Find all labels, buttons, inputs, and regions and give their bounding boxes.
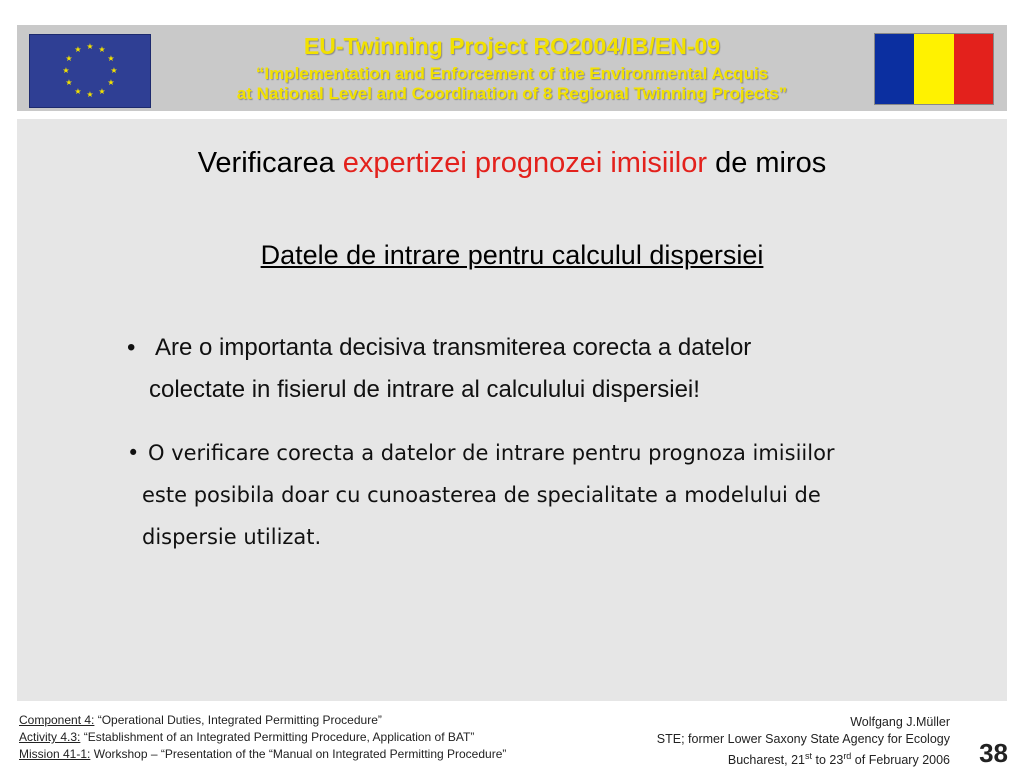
bullet-icon: • (127, 441, 140, 465)
svg-text:★: ★ (74, 45, 82, 54)
svg-text:★: ★ (98, 87, 106, 96)
svg-text:★: ★ (74, 87, 82, 96)
footer-project-info (19, 712, 506, 763)
mission-label: Mission 41-1: (19, 747, 91, 761)
activity-label: Activity 4.3: (19, 730, 81, 744)
footer-author-info (657, 714, 950, 769)
slide-title (17, 145, 1007, 181)
svg-text:★: ★ (107, 54, 115, 63)
slide-subtitle: Datele de intrare pentru calculul dispersiei (260, 240, 764, 270)
bullet-item-2 (127, 432, 835, 558)
slide-header (17, 25, 1007, 111)
footer-component (19, 712, 506, 729)
bullet-2-line3: dispersie utilizat. (142, 525, 322, 549)
bullet-icon: • (127, 334, 136, 361)
svg-text:★: ★ (110, 66, 118, 75)
footer-activity (19, 729, 506, 746)
project-subtitle-line1: “Implementation and Enforcement of the Environmental Acquis (255, 64, 769, 83)
page-number: 38 (979, 738, 1008, 768)
svg-text:★: ★ (98, 45, 106, 54)
footer-mission (19, 746, 506, 763)
slide-title-highlight: expertizei prognozei imisiilor (342, 147, 708, 179)
bullet-2-line1: O verificare corecta a datelor de intrare pentru prognoza imisiilor (148, 441, 835, 465)
svg-text:★: ★ (65, 78, 73, 87)
author-name: Wolfgang J.Müller (850, 715, 950, 729)
svg-text:★: ★ (86, 90, 94, 99)
svg-text:★: ★ (86, 42, 94, 51)
slide-content (17, 119, 1007, 701)
romania-flag-icon (874, 33, 994, 105)
project-title: EU-Twinning Project RO2004/IB/EN-09 (303, 33, 721, 59)
slide-footer (0, 702, 1024, 768)
slide-title-part1: Verificarea (197, 147, 343, 179)
author-affiliation: STE; former Lower Saxony State Agency for Ecology (656, 732, 950, 746)
component-text: “Operational Duties, Integrated Permitting Procedure” (94, 713, 382, 727)
svg-text:★: ★ (62, 66, 70, 75)
bullet-item-1 (127, 327, 751, 411)
mission-text: Workshop – “Presentation of the “Manual on Integrated Permitting Procedure” (90, 747, 507, 761)
bullet-1-line1: Are o importanta decisiva transmiterea corecta a datelor (155, 334, 752, 361)
svg-text:★: ★ (65, 54, 73, 63)
svg-text:★: ★ (107, 78, 115, 87)
component-label: Component 4: (19, 713, 95, 727)
bullet-2-line2: este posibila doar cu cunoasterea de specialitate a modelului de (142, 483, 821, 507)
activity-text: “Establishment of an Integrated Permitting Procedure, Application of BAT” (80, 730, 475, 744)
slide-title-part3: de miros (707, 147, 827, 179)
event-date: Bucharest, 21st to 23rd of February 2006 (727, 751, 950, 768)
bullet-1-line2: colectate in fisierul de intrare al calculului dispersiei! (149, 376, 700, 403)
project-subtitle-line2: at National Level and Coordination of 8 Regional Twinning Projects” (236, 84, 788, 103)
